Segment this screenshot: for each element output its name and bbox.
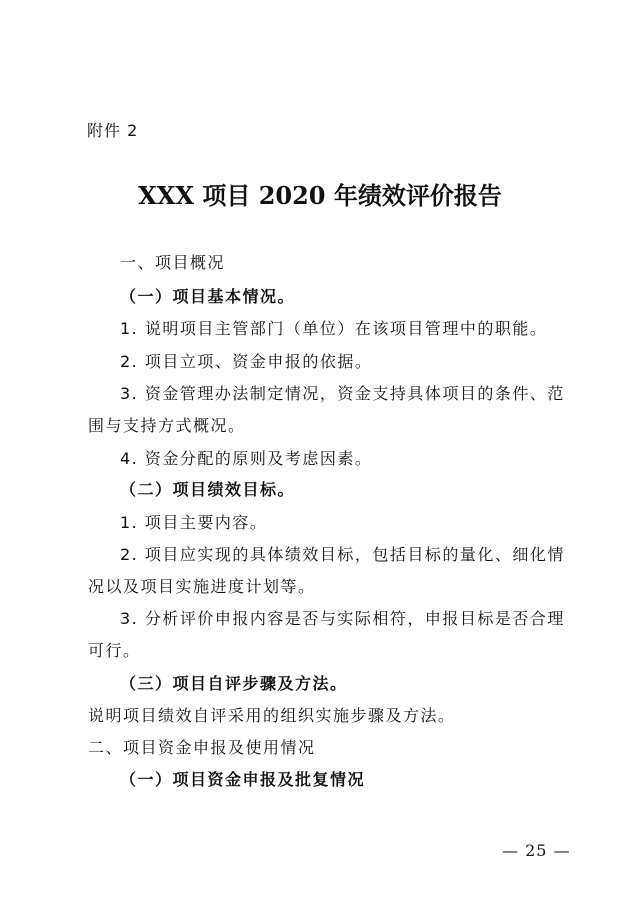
document-title: XXX 项目 2020 年绩效评价报告: [138, 181, 502, 210]
section-heading-overview: 一、项目概况: [120, 253, 226, 272]
section-heading-funds: 二、项目资金申报及使用情况: [88, 738, 316, 757]
paragraph-item-3-line-2: 围与支持方式概况。: [88, 416, 246, 435]
method-paragraph: 说明项目绩效自评采用的组织实施步骤及方法。: [88, 706, 456, 725]
goal-item-3-line-1: 3. 分析评价申报内容是否与实际相符，申报目标是否合理: [120, 609, 565, 628]
goal-item-3-line-2: 可行。: [88, 641, 141, 660]
paragraph-item-4: 4. 资金分配的原则及考虑因素。: [120, 449, 373, 468]
paragraph-item-3-line-1: 3. 资金管理办法制定情况，资金支持具体项目的条件、范: [120, 384, 565, 403]
subsection-heading-basic-info: （一）项目基本情况。: [120, 287, 296, 306]
paragraph-item-1: 1. 说明项目主管部门（单位）在该项目管理中的职能。: [120, 319, 548, 338]
subsection-heading-performance-goals: （二）项目绩效目标。: [120, 480, 296, 499]
goal-item-2-line-2: 况以及项目实施进度计划等。: [88, 577, 316, 596]
attachment-label: 附件 2: [87, 121, 139, 140]
goal-item-2-line-1: 2. 项目应实现的具体绩效目标，包括目标的量化、细化情: [120, 545, 565, 564]
subsection-heading-funds-approval: （一）项目资金申报及批复情况: [120, 770, 366, 789]
subsection-heading-method: （三）项目自评步骤及方法。: [120, 674, 348, 693]
page-number: — 25 —: [502, 841, 571, 860]
paragraph-item-2: 2. 项目立项、资金申报的依据。: [120, 352, 373, 371]
goal-item-1: 1. 项目主要内容。: [120, 513, 268, 532]
